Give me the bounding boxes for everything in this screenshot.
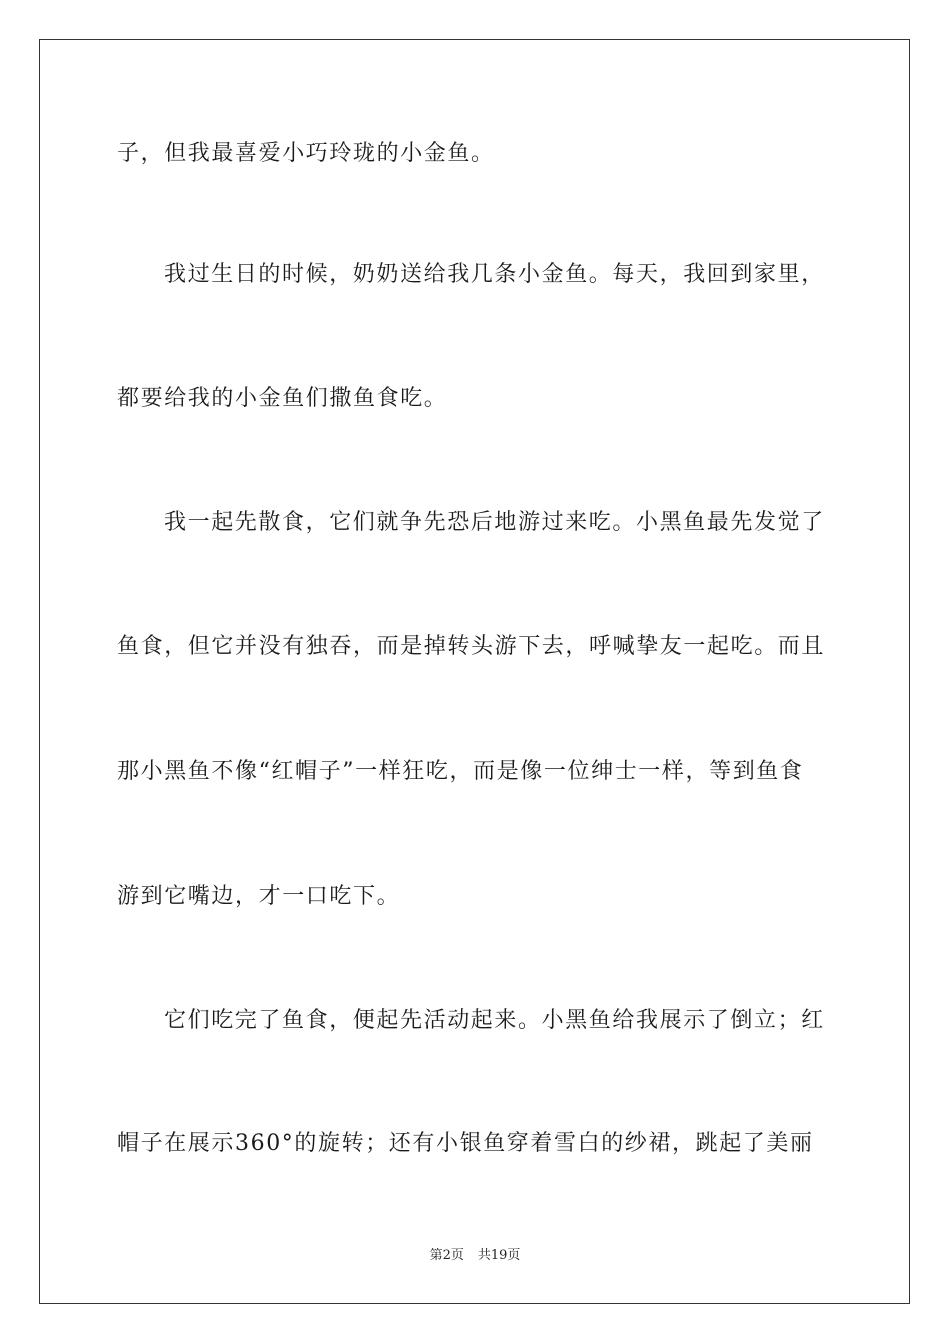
page-footer [0, 1247, 950, 1265]
page-border [39, 39, 910, 1304]
text-line-1: 子，但我最喜爱小巧玲珑的小金鱼。 [117, 141, 495, 166]
page-number: 第2页 [429, 1248, 464, 1263]
text-line-9: 帽子在展示360°的旋转；还有小银鱼穿着雪白的纱裙，跳起了美丽 [117, 1131, 814, 1156]
page-total: 共19页 [477, 1248, 521, 1263]
text-line-8: 它们吃完了鱼食，便起先活动起来。小黑鱼给我展示了倒立；红 [164, 1008, 825, 1033]
text-line-6: 那小黑鱼不像“红帽子”一样狂吃，而是像一位绅士一样，等到鱼食 [117, 759, 804, 784]
text-line-2: 我过生日的时候，奶奶送给我几条小金鱼。每天，我回到家里， [164, 262, 825, 287]
text-line-5: 鱼食，但它并没有独吞，而是掉转头游下去，呼喊挚友一起吃。而且 [117, 634, 826, 659]
text-line-4: 我一起先散食，它们就争先恐后地游过来吃。小黑鱼最先发觉了 [164, 510, 825, 535]
text-line-7: 游到它嘴边，才一口吃下。 [117, 884, 401, 909]
text-line-3: 都要给我的小金鱼们撒鱼食吃。 [117, 386, 448, 411]
